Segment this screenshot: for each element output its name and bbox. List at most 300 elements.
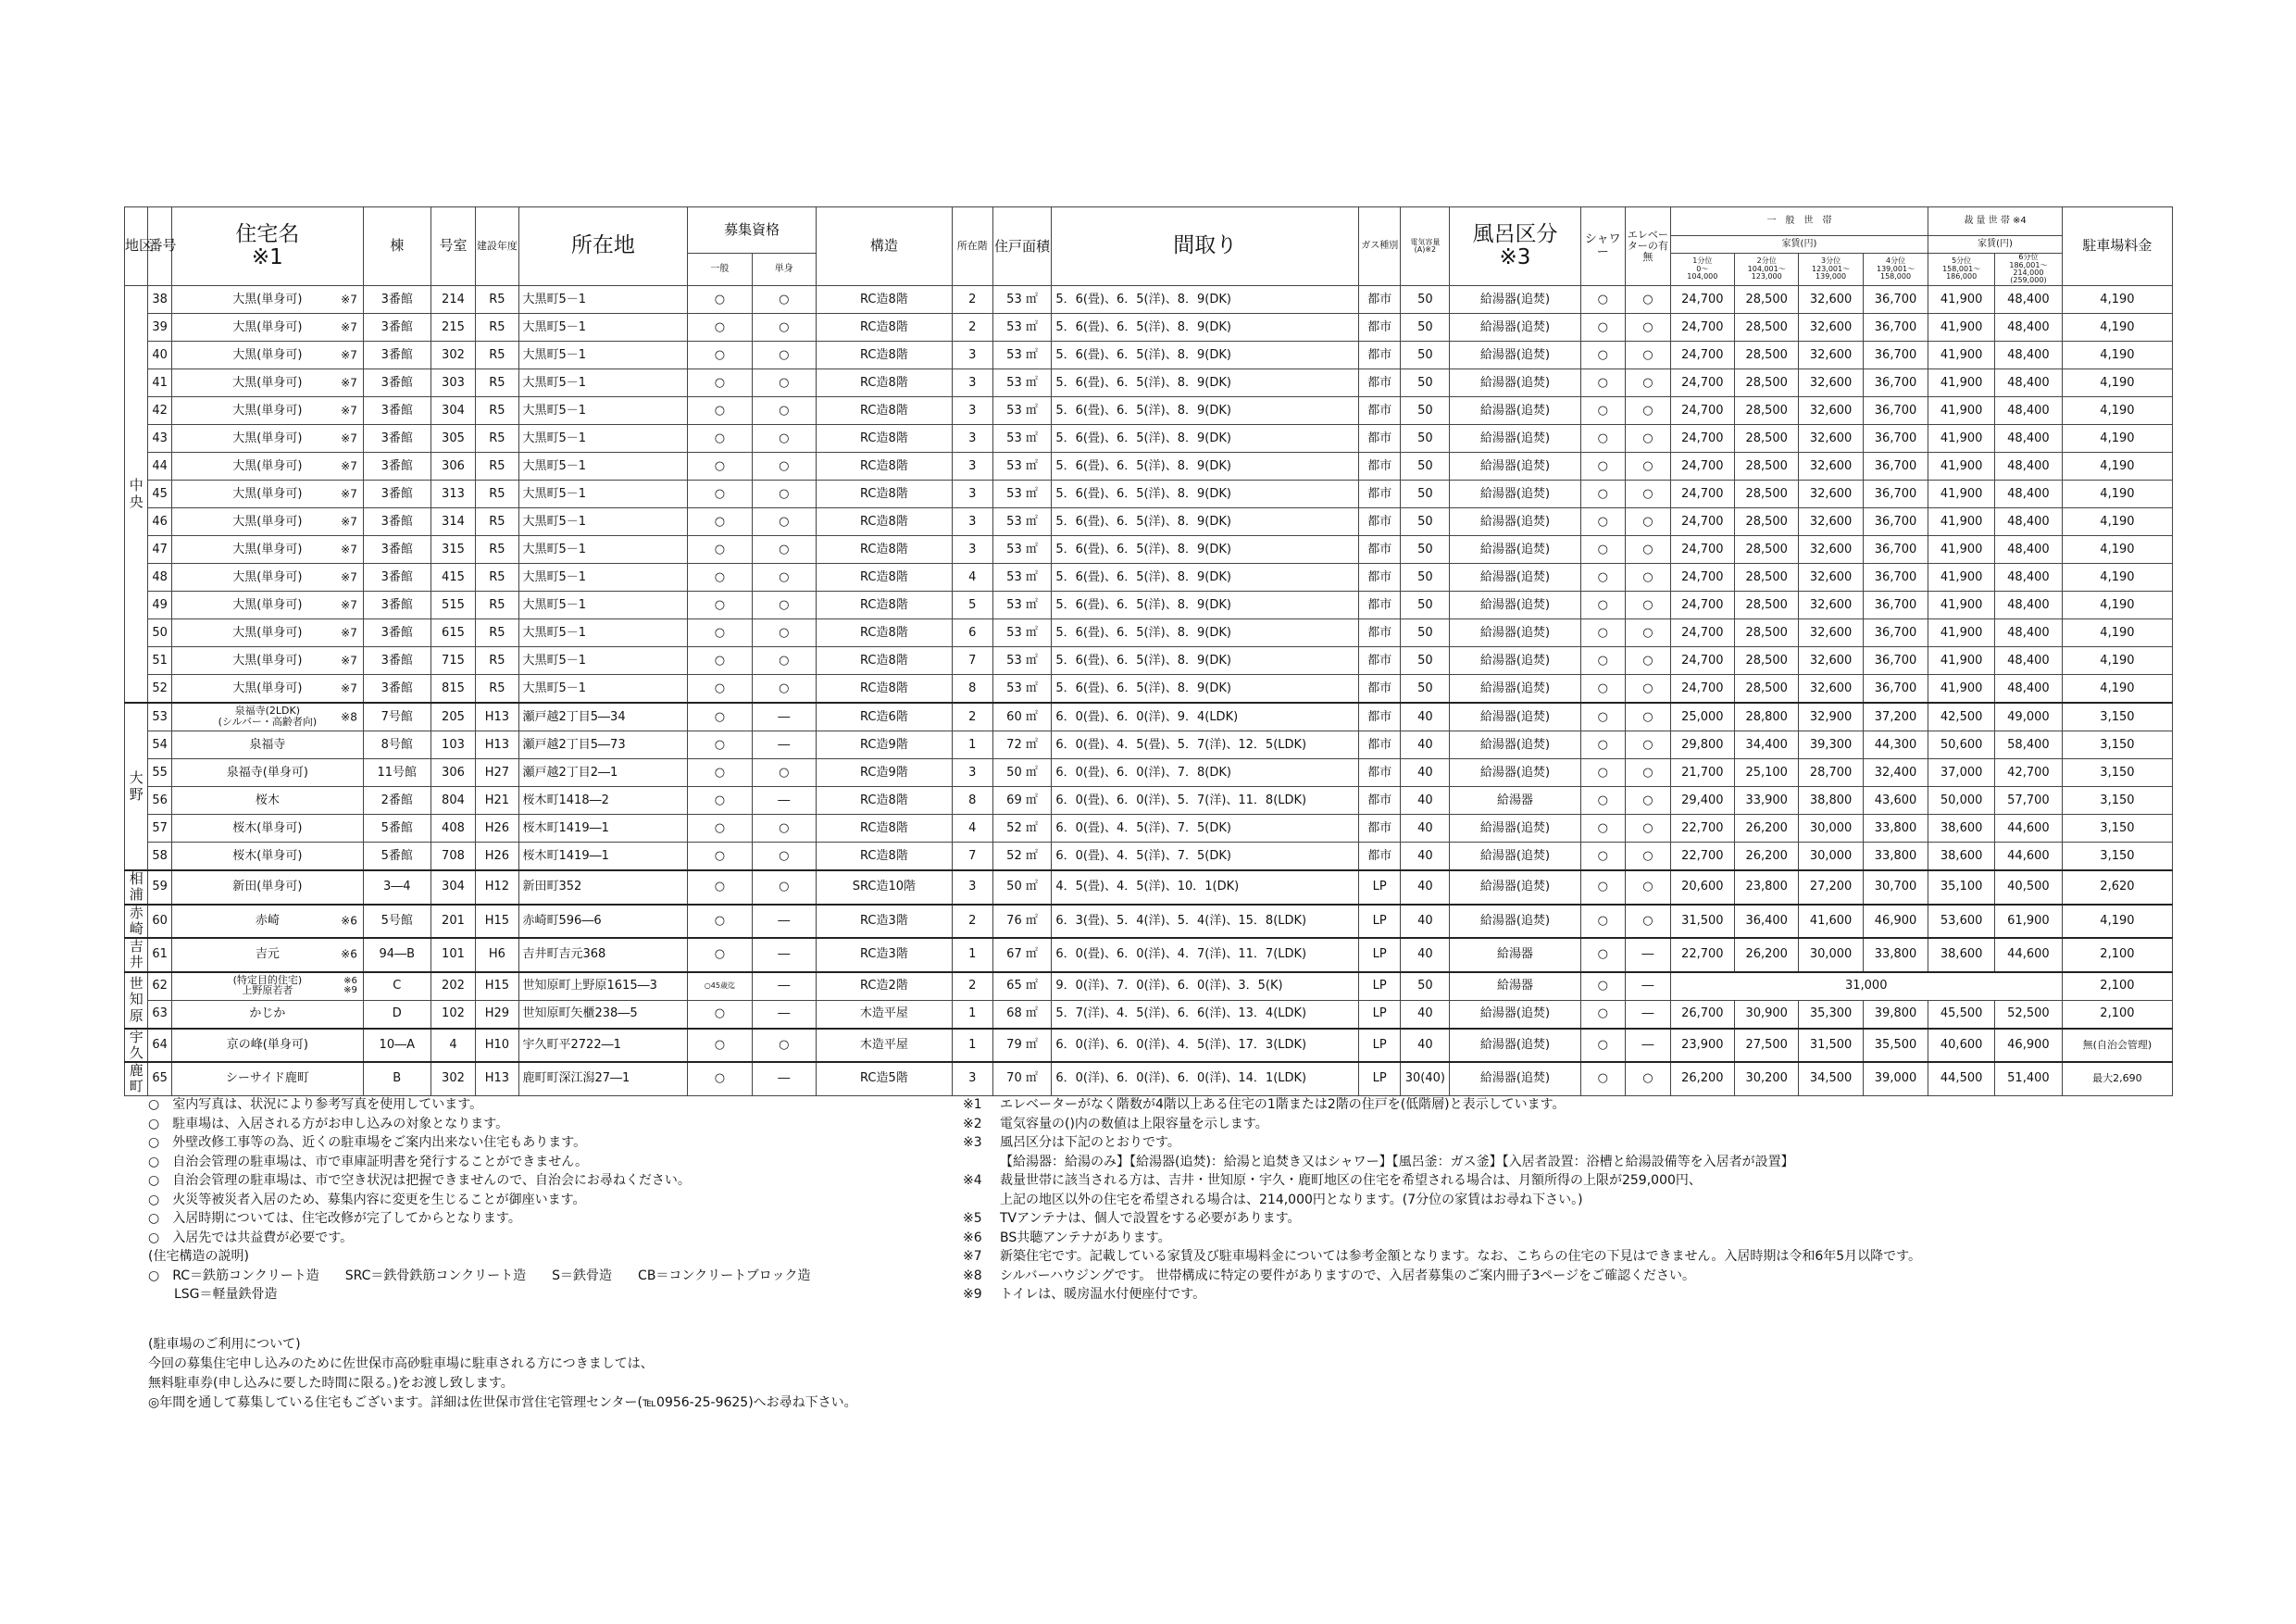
elevator: ○: [1626, 1062, 1671, 1095]
floor: 1: [952, 731, 992, 759]
elig-general: ○: [688, 938, 752, 972]
address: 世知原町矢櫃238―5: [518, 1000, 688, 1029]
elig-single: ○: [752, 843, 816, 871]
elevator: ○: [1626, 905, 1671, 939]
elig-general: ○: [688, 508, 752, 536]
rent-r6: 58,400: [1994, 731, 2062, 759]
floor: 3: [952, 759, 992, 787]
building: 94―B: [363, 938, 430, 972]
room: 715: [430, 647, 476, 675]
table-row: [125, 369, 2173, 397]
rent-r3: 32,600: [1799, 564, 1863, 592]
layout: 5．6(畳)、6．5(洋)、8．9(DK): [1052, 286, 1359, 314]
elig-general: ○: [688, 905, 752, 939]
col-district: 地区: [125, 207, 148, 286]
housing-table-sheet: [124, 206, 2173, 1096]
rent-r1: 22,700: [1670, 815, 1734, 843]
row-number: 52: [148, 675, 171, 704]
rent-r1: 24,700: [1670, 508, 1734, 536]
house-name-text: 大黒(単身可): [232, 292, 303, 306]
rent-r4: 36,700: [1863, 675, 1928, 704]
room: 302: [430, 342, 476, 369]
rent-r3: 30,000: [1799, 938, 1863, 972]
area-unit: ㎡: [1025, 514, 1038, 529]
notes-left: [148, 1095, 926, 1305]
table-row: [125, 564, 2173, 592]
rent-r5: 41,900: [1928, 481, 1995, 508]
floor: 3: [952, 425, 992, 453]
elevator: ○: [1626, 703, 1671, 731]
parking-fee: 4,190: [2062, 314, 2172, 342]
house-name: [171, 536, 363, 564]
area: [992, 1062, 1052, 1095]
area-value: 53: [1006, 292, 1022, 306]
house-note: ※8: [341, 710, 357, 724]
electric-capacity: 50: [1401, 453, 1450, 481]
rent-r4: 36,700: [1863, 286, 1928, 314]
parking-fee: 4,190: [2062, 647, 2172, 675]
layout: 6．0(畳)、4．5(畳)、5．7(洋)、12．5(LDK): [1052, 731, 1359, 759]
rent-r3: 32,600: [1799, 592, 1863, 619]
house-name: [171, 675, 363, 704]
note-text: トイレは、暖房温水付便座付です。: [1000, 1287, 1206, 1302]
building: 3番館: [363, 369, 430, 397]
rent-r4: 37,200: [1863, 703, 1928, 731]
area-value: 68: [1006, 1006, 1022, 1021]
house-name: [171, 815, 363, 843]
parking-fee: 無(自治会管理): [2062, 1029, 2172, 1063]
rent-r1: 24,700: [1670, 453, 1734, 481]
rent-r5: 38,600: [1928, 815, 1995, 843]
house-note: ※7: [341, 654, 357, 668]
address: 大黒町5－1: [518, 397, 688, 425]
address: 瀬戸越2丁目2―1: [518, 759, 688, 787]
note-mark: [963, 1153, 1000, 1172]
layout: 5．6(畳)、6．5(洋)、8．9(DK): [1052, 314, 1359, 342]
gas-type: 都市: [1359, 508, 1401, 536]
elevator: ○: [1626, 731, 1671, 759]
row-number: 49: [148, 592, 171, 619]
elevator: ○: [1626, 536, 1671, 564]
floor: 8: [952, 675, 992, 704]
parking-notes: [148, 1335, 1074, 1413]
col-general-households: 一 般 世 帯: [1670, 207, 1928, 236]
rent-r3: 39,300: [1799, 731, 1863, 759]
elig-general: ○: [688, 1000, 752, 1029]
note-line: [963, 1191, 2185, 1210]
elig-single: ―: [752, 905, 816, 939]
row-number: 64: [148, 1029, 171, 1063]
parking-fee: 2,620: [2062, 870, 2172, 905]
rent-r1: 23,900: [1670, 1029, 1734, 1063]
rent-r2: 28,500: [1735, 592, 1799, 619]
parking-fee: 2,100: [2062, 972, 2172, 1001]
floor: 2: [952, 703, 992, 731]
year: R5: [476, 425, 518, 453]
rank-label: 1分位: [1692, 256, 1713, 266]
rent-r1: 24,700: [1670, 369, 1734, 397]
rent-r3: 32,600: [1799, 453, 1863, 481]
note-text: TVアンテナは、個人で設置をする必要があります。: [1000, 1211, 1301, 1226]
building: 3番館: [363, 314, 430, 342]
row-number: 41: [148, 369, 171, 397]
table-row: [125, 972, 2173, 1001]
gas-type: 都市: [1359, 314, 1401, 342]
area: [992, 453, 1052, 481]
area-value: 53: [1006, 597, 1022, 612]
area-unit: ㎡: [1025, 653, 1038, 668]
bath-type: 給湯器(追焚): [1450, 453, 1580, 481]
electric-capacity: 50: [1401, 536, 1450, 564]
elevator: ○: [1626, 759, 1671, 787]
elevator: ○: [1626, 508, 1671, 536]
col-floor: 所在階: [952, 207, 992, 286]
shower: ○: [1580, 592, 1626, 619]
house-name: [171, 564, 363, 592]
room: 214: [430, 286, 476, 314]
house-name-text: 泉福寺(単身可): [226, 765, 308, 780]
layout: 6．0(洋)、6．0(洋)、6．0(洋)、14．1(LDK): [1052, 1062, 1359, 1095]
house-name-text: 新田(単身可): [232, 880, 303, 894]
rent-r4: 33,800: [1863, 815, 1928, 843]
note-line: (住宅構造の説明): [148, 1249, 249, 1264]
structure: RC造5階: [816, 1062, 952, 1095]
rent-r4: 33,800: [1863, 938, 1928, 972]
table-row: [125, 905, 2173, 939]
structure: RC造8階: [816, 815, 952, 843]
rent-r6: 48,400: [1994, 342, 2062, 369]
building: 3番館: [363, 481, 430, 508]
elig-general: ○: [688, 592, 752, 619]
house-name: [171, 905, 363, 939]
rent-r2: 26,200: [1735, 843, 1799, 871]
rent-flat: 31,000: [1670, 972, 2062, 1001]
shower: ○: [1580, 453, 1626, 481]
area-unit: ㎡: [1025, 403, 1038, 418]
col-building: 棟: [363, 207, 430, 286]
house-note: ※7: [341, 626, 357, 640]
rent-r6: 48,400: [1994, 286, 2062, 314]
rent-r6: 48,400: [1994, 647, 2062, 675]
structure: RC造8階: [816, 787, 952, 815]
rent-r1: 24,700: [1670, 536, 1734, 564]
gas-type: 都市: [1359, 703, 1401, 731]
electric-capacity: 40: [1401, 815, 1450, 843]
rent-r2: 28,500: [1735, 314, 1799, 342]
district-cell: 鹿町: [125, 1062, 148, 1095]
col-area: 住戸面積: [992, 207, 1052, 286]
shower: ○: [1580, 843, 1626, 871]
address: 桜木町1419―1: [518, 843, 688, 871]
area-unit: ㎡: [1025, 947, 1038, 962]
year: H6: [476, 938, 518, 972]
row-number: 55: [148, 759, 171, 787]
gas-type: 都市: [1359, 619, 1401, 647]
note-line: ○ 火災等被災者入居のため、募集内容に変更を生じることが御座います。: [148, 1192, 586, 1207]
rent-r4: 43,600: [1863, 787, 1928, 815]
elig-general: ○: [688, 453, 752, 481]
rent-r6: 48,400: [1994, 592, 2062, 619]
elig-single: ○: [752, 759, 816, 787]
bath-type: 給湯器(追焚): [1450, 619, 1580, 647]
elig-general: ○: [688, 731, 752, 759]
gas-type: 都市: [1359, 397, 1401, 425]
note-line: ○ 外壁改修工事等の為、近くの駐車場をご案内出来ない住宅もあります。: [148, 1135, 587, 1150]
rent-r4: 36,700: [1863, 453, 1928, 481]
elig-single: ○: [752, 481, 816, 508]
rent-r6: 48,400: [1994, 369, 2062, 397]
elig-general: ○: [688, 369, 752, 397]
bath-type: 給湯器(追焚): [1450, 397, 1580, 425]
table-row: [125, 453, 2173, 481]
elig-single: ○: [752, 453, 816, 481]
note-line: [963, 1267, 2185, 1286]
rent-r4: 39,000: [1863, 1062, 1928, 1095]
year: R5: [476, 286, 518, 314]
house-name-text: 泉福寺: [249, 737, 286, 752]
shower: ○: [1580, 397, 1626, 425]
electric-capacity: 40: [1401, 870, 1450, 905]
floor: 3: [952, 453, 992, 481]
shower: ○: [1580, 619, 1626, 647]
elig-single: ○: [752, 397, 816, 425]
elig-general: ○: [688, 397, 752, 425]
note-line: [963, 1153, 2185, 1172]
room: 306: [430, 453, 476, 481]
rent-r5: 41,900: [1928, 508, 1995, 536]
electric-capacity: 50: [1401, 397, 1450, 425]
shower: ○: [1580, 508, 1626, 536]
row-number: 43: [148, 425, 171, 453]
building: C: [363, 972, 430, 1001]
rent-r3: 27,200: [1799, 870, 1863, 905]
electric-capacity: 40: [1401, 759, 1450, 787]
area: [992, 815, 1052, 843]
elig-general: ○: [688, 619, 752, 647]
rent-r4: 36,700: [1863, 397, 1928, 425]
elevator: ―: [1626, 1029, 1671, 1063]
structure: RC造9階: [816, 759, 952, 787]
shower: ○: [1580, 675, 1626, 704]
house-name: [171, 938, 363, 972]
rent-r2: 28,500: [1735, 508, 1799, 536]
elig-single: ―: [752, 787, 816, 815]
bath-type: 給湯器(追焚): [1450, 759, 1580, 787]
house-name: [171, 972, 363, 1001]
bath-type: 給湯器: [1450, 938, 1580, 972]
rent-r5: 38,600: [1928, 938, 1995, 972]
layout: 5．6(畳)、6．5(洋)、8．9(DK): [1052, 397, 1359, 425]
shower: ○: [1580, 564, 1626, 592]
rent-r6: 44,600: [1994, 843, 2062, 871]
house-name-text: 赤崎: [255, 913, 280, 928]
electric-capacity: 30(40): [1401, 1062, 1450, 1095]
note-mark: ※6: [963, 1230, 982, 1245]
bath-type: 給湯器(追焚): [1450, 815, 1580, 843]
area-unit: ㎡: [1025, 319, 1038, 334]
building: 3番館: [363, 592, 430, 619]
electric-capacity: 50: [1401, 342, 1450, 369]
note-text: 風呂区分は下記のとおりです。: [1000, 1135, 1180, 1150]
note-line: [963, 1285, 2185, 1305]
rank-label: 6分位: [2018, 253, 2039, 262]
area-value: 50: [1006, 880, 1022, 894]
elevator: ○: [1626, 564, 1671, 592]
area: [992, 972, 1052, 1001]
gas-type: 都市: [1359, 286, 1401, 314]
col-bath-note: ※3: [1499, 245, 1531, 269]
area: [992, 1029, 1052, 1063]
rent-r2: 25,100: [1735, 759, 1799, 787]
income-range: 158,001～ 186,000: [1942, 264, 1981, 281]
shower: ○: [1580, 731, 1626, 759]
rent-r4: 36,700: [1863, 536, 1928, 564]
shower: ○: [1580, 1029, 1626, 1063]
room: 314: [430, 508, 476, 536]
bath-type: 給湯器(追焚): [1450, 342, 1580, 369]
row-number: 62: [148, 972, 171, 1001]
house-note: ※7: [341, 598, 357, 612]
elevator: ○: [1626, 397, 1671, 425]
note-line: [963, 1115, 2185, 1134]
address: 世知原町上野原1615―3: [518, 972, 688, 1001]
rent-r1: 24,700: [1670, 647, 1734, 675]
rent-r1: 24,700: [1670, 675, 1734, 704]
col-reduced-households: 裁 量 世 帯 ※4: [1928, 207, 2063, 236]
row-number: 50: [148, 619, 171, 647]
shower: ○: [1580, 1000, 1626, 1029]
shower: ○: [1580, 369, 1626, 397]
electric-capacity: 50: [1401, 369, 1450, 397]
house-name: [171, 481, 363, 508]
house-name-text: 大黒(単身可): [232, 486, 303, 501]
bath-type: 給湯器(追焚): [1450, 425, 1580, 453]
house-name: [171, 1000, 363, 1029]
floor: 5: [952, 592, 992, 619]
address: 宇久町平2722―1: [518, 1029, 688, 1063]
area: [992, 314, 1052, 342]
rent-r1: 24,700: [1670, 342, 1734, 369]
room: 815: [430, 675, 476, 704]
elevator: ○: [1626, 843, 1671, 871]
gas-type: 都市: [1359, 759, 1401, 787]
rent-r6: 46,900: [1994, 1029, 2062, 1063]
gas-type: LP: [1359, 870, 1401, 905]
col-parking: 駐車場料金: [2062, 207, 2172, 286]
floor: 3: [952, 481, 992, 508]
elig-general: ○: [688, 675, 752, 704]
address: 大黒町5－1: [518, 286, 688, 314]
shower: ○: [1580, 938, 1626, 972]
parking-fee: 4,190: [2062, 675, 2172, 704]
address: 大黒町5－1: [518, 508, 688, 536]
rent-r4: 33,800: [1863, 843, 1928, 871]
room: 205: [430, 703, 476, 731]
table-row: [125, 536, 2173, 564]
elig-single: ○: [752, 619, 816, 647]
rent-r5: 38,600: [1928, 843, 1995, 871]
note-line: LSG＝軽量鉄骨造: [148, 1287, 278, 1302]
district-cell: 世知原: [125, 972, 148, 1029]
gas-type: 都市: [1359, 481, 1401, 508]
year: R5: [476, 508, 518, 536]
building: 3番館: [363, 647, 430, 675]
rent-r5: 41,900: [1928, 369, 1995, 397]
rank-header: [1863, 254, 1928, 286]
area-value: 60: [1006, 709, 1022, 724]
house-name: [171, 369, 363, 397]
rent-r2: 28,500: [1735, 675, 1799, 704]
rent-r1: 20,600: [1670, 870, 1734, 905]
elig-single: ○: [752, 425, 816, 453]
elig-single: ○: [752, 647, 816, 675]
rent-r5: 42,500: [1928, 703, 1995, 731]
shower: ○: [1580, 815, 1626, 843]
layout: 5．6(畳)、6．5(洋)、8．9(DK): [1052, 481, 1359, 508]
rent-r4: 32,400: [1863, 759, 1928, 787]
rent-r2: 28,500: [1735, 619, 1799, 647]
note-mark: ※4: [963, 1173, 982, 1188]
rent-r3: 38,800: [1799, 787, 1863, 815]
rent-r4: 36,700: [1863, 425, 1928, 453]
year: H13: [476, 703, 518, 731]
shower: ○: [1580, 286, 1626, 314]
rent-r1: 24,700: [1670, 314, 1734, 342]
electric-capacity: 50: [1401, 286, 1450, 314]
note-line: ○ 室内写真は、状況により参考写真を使用しています。: [148, 1097, 483, 1112]
area: [992, 425, 1052, 453]
house-name-text: 桜木: [255, 793, 280, 807]
bath-type: 給湯器(追焚): [1450, 731, 1580, 759]
building: 3番館: [363, 564, 430, 592]
house-note: ※7: [341, 543, 357, 556]
house-name: [171, 286, 363, 314]
bath-type: 給湯器(追焚): [1450, 1029, 1580, 1063]
layout: 6．0(畳)、6．0(洋)、7．8(DK): [1052, 759, 1359, 787]
address: 大黒町5－1: [518, 619, 688, 647]
building: 5番館: [363, 843, 430, 871]
rent-r5: 37,000: [1928, 759, 1995, 787]
rank-label: 5分位: [1952, 256, 1972, 266]
bath-type: 給湯器(追焚): [1450, 1000, 1580, 1029]
structure: RC造8階: [816, 425, 952, 453]
rent-r5: 50,600: [1928, 731, 1995, 759]
house-name-text: 大黒(単身可): [232, 458, 303, 473]
area: [992, 787, 1052, 815]
floor: 3: [952, 397, 992, 425]
building: 3番館: [363, 425, 430, 453]
note-line: ○ 入居先では共益費が必要です。: [148, 1230, 354, 1245]
layout: 5．6(畳)、6．5(洋)、8．9(DK): [1052, 619, 1359, 647]
area: [992, 647, 1052, 675]
house-name-text: 京の峰(単身可): [226, 1037, 308, 1052]
layout: 6．0(畳)、6．0(洋)、5．7(洋)、11．8(LDK): [1052, 787, 1359, 815]
house-note: ※7: [341, 293, 357, 306]
layout: 5．6(畳)、6．5(洋)、8．9(DK): [1052, 453, 1359, 481]
bath-type: 給湯器(追焚): [1450, 286, 1580, 314]
floor: 4: [952, 564, 992, 592]
income-range: 104,001～ 123,000: [1747, 264, 1786, 281]
col-structure: 構造: [816, 207, 952, 286]
gas-type: LP: [1359, 938, 1401, 972]
note-line: ○ 自治会管理の駐車場は、市で車庫証明書を発行することができません。: [148, 1154, 589, 1169]
floor: 7: [952, 843, 992, 871]
house-name-text: (特定目的住宅) 上野原若者: [232, 973, 303, 997]
row-number: 44: [148, 453, 171, 481]
rent-r3: 32,600: [1799, 314, 1863, 342]
room: 303: [430, 369, 476, 397]
rent-r5: 53,600: [1928, 905, 1995, 939]
